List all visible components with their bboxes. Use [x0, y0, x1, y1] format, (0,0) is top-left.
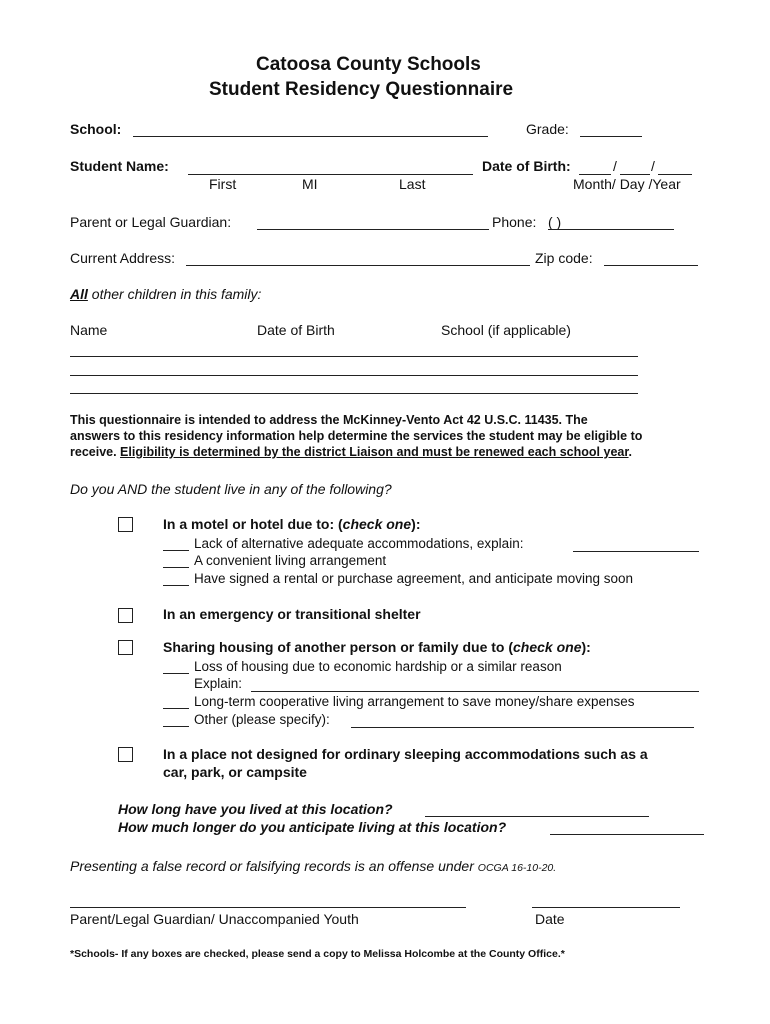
sharing-sub2-blank[interactable] [163, 708, 189, 709]
motel-label [163, 516, 420, 532]
dob-year-field[interactable] [658, 174, 692, 175]
address-field[interactable] [186, 265, 530, 266]
dob-day-field[interactable] [620, 174, 650, 175]
children-col-name: Name [70, 322, 108, 338]
all-emphasis: All [70, 286, 88, 302]
parent-label: Parent or Legal Guardian: [70, 214, 232, 230]
motel-tail: ): [411, 516, 421, 532]
sharing-explain-label: Explain: [194, 676, 243, 691]
sharing-label [163, 639, 591, 655]
dob-label: Date of Birth: [482, 158, 571, 174]
motel-sub2: A convenient living arrangement [194, 553, 387, 568]
school-label: School: [70, 121, 122, 137]
shelter-checkbox[interactable] [118, 608, 133, 623]
phone-label: Phone: [492, 214, 537, 230]
notice-eligibility: Eligibility is determined by the district Liaison and must be renewed each school year [120, 445, 629, 459]
dob-slash-1: / [613, 158, 617, 174]
motel-sub3-blank[interactable] [163, 585, 189, 586]
grade-label: Grade: [526, 121, 569, 137]
date-label: Date [535, 911, 565, 927]
child-row-3[interactable] [70, 393, 638, 394]
schools-footer-note: *Schools- If any boxes are checked, please send a copy to Melissa Holcombe at the County Office.* [70, 948, 565, 960]
phone-field[interactable] [548, 229, 674, 230]
zip-field[interactable] [604, 265, 698, 266]
how-much-longer-field[interactable] [550, 834, 704, 835]
shelter-label: In an emergency or transitional shelter [163, 606, 421, 622]
sharing-check-one: check one [513, 639, 582, 655]
zip-label: Zip code: [535, 250, 593, 266]
warning-text: Presenting a false record or falsifying records is an offense under [70, 858, 478, 874]
motel-lead: In a motel or hotel due to: ( [163, 516, 343, 532]
last-name-caption: Last [399, 176, 426, 192]
place-label-line2: car, park, or campsite [163, 764, 307, 780]
notice-line-3 [70, 444, 632, 460]
motel-sub2-blank[interactable] [163, 567, 189, 568]
how-long-field[interactable] [425, 816, 649, 817]
sharing-sub2: Long-term cooperative living arrangement to save money/share expenses [194, 694, 635, 709]
warning-code: OCGA 16-10-20. [477, 862, 557, 874]
school-field[interactable] [133, 136, 488, 137]
sharing-sub1-blank[interactable] [163, 673, 189, 674]
first-name-caption: First [209, 176, 237, 192]
dob-month-field[interactable] [579, 174, 611, 175]
notice-line-1: This questionnaire is intended to address the McKinney-Vento Act 42 U.S.C. 11435. The [70, 413, 588, 427]
student-name-label: Student Name: [70, 158, 169, 174]
form-subtitle: Student Residency Questionnaire [209, 79, 514, 100]
other-children-text: other children in this family: [87, 286, 262, 302]
sharing-explain-field[interactable] [251, 691, 699, 692]
address-label: Current Address: [70, 250, 176, 266]
dob-format-caption: Month/ Day /Year [573, 176, 681, 192]
motel-sub1-blank[interactable] [163, 550, 189, 551]
parent-field[interactable] [257, 229, 489, 230]
motel-check-one: check one [342, 516, 412, 532]
form-title: Catoosa County Schools [256, 54, 481, 75]
place-label-line1: In a place not designed for ordinary sleeping accommodations such as a [163, 746, 648, 762]
notice-period: . [628, 445, 633, 459]
notice-line-2: answers to this residency information help determine the services the student may be eligible to [70, 429, 643, 443]
sharing-checkbox[interactable] [118, 640, 133, 655]
middle-initial-caption: MI [302, 176, 318, 192]
date-field[interactable] [532, 907, 680, 908]
motel-checkbox[interactable] [118, 517, 133, 532]
sharing-specify-field[interactable] [351, 727, 694, 728]
sharing-tail: ): [581, 639, 591, 655]
signature-field[interactable] [70, 907, 466, 908]
how-much-longer-question: How much longer do you anticipate living at this location? [118, 819, 507, 835]
place-checkbox[interactable] [118, 747, 133, 762]
student-name-field[interactable] [188, 174, 473, 175]
sharing-sub3-blank[interactable] [163, 726, 189, 727]
false-record-warning [70, 858, 556, 874]
dob-slash-2: / [651, 158, 655, 174]
motel-sub1: Lack of alternative adequate accommodations, explain: [194, 536, 524, 551]
phone-area-code: ( ) [548, 214, 562, 230]
grade-field[interactable] [580, 136, 642, 137]
how-long-question: How long have you lived at this location? [118, 801, 393, 817]
child-row-2[interactable] [70, 375, 638, 376]
motel-sub3: Have signed a rental or purchase agreement, and anticipate moving soon [194, 571, 634, 586]
notice-receive: receive. [70, 445, 121, 459]
sharing-sub1: Loss of housing due to economic hardship or a similar reason [194, 659, 562, 674]
sharing-sub3: Other (please specify): [194, 712, 330, 727]
child-row-1[interactable] [70, 356, 638, 357]
other-children-heading [70, 286, 261, 302]
living-question: Do you AND the student live in any of the following? [70, 481, 392, 497]
children-col-school: School (if applicable) [441, 322, 571, 338]
motel-explain-field[interactable] [573, 551, 699, 552]
signature-label: Parent/Legal Guardian/ Unaccompanied Youth [70, 911, 359, 927]
sharing-lead: Sharing housing of another person or family due to ( [163, 639, 514, 655]
children-col-dob: Date of Birth [257, 322, 335, 338]
